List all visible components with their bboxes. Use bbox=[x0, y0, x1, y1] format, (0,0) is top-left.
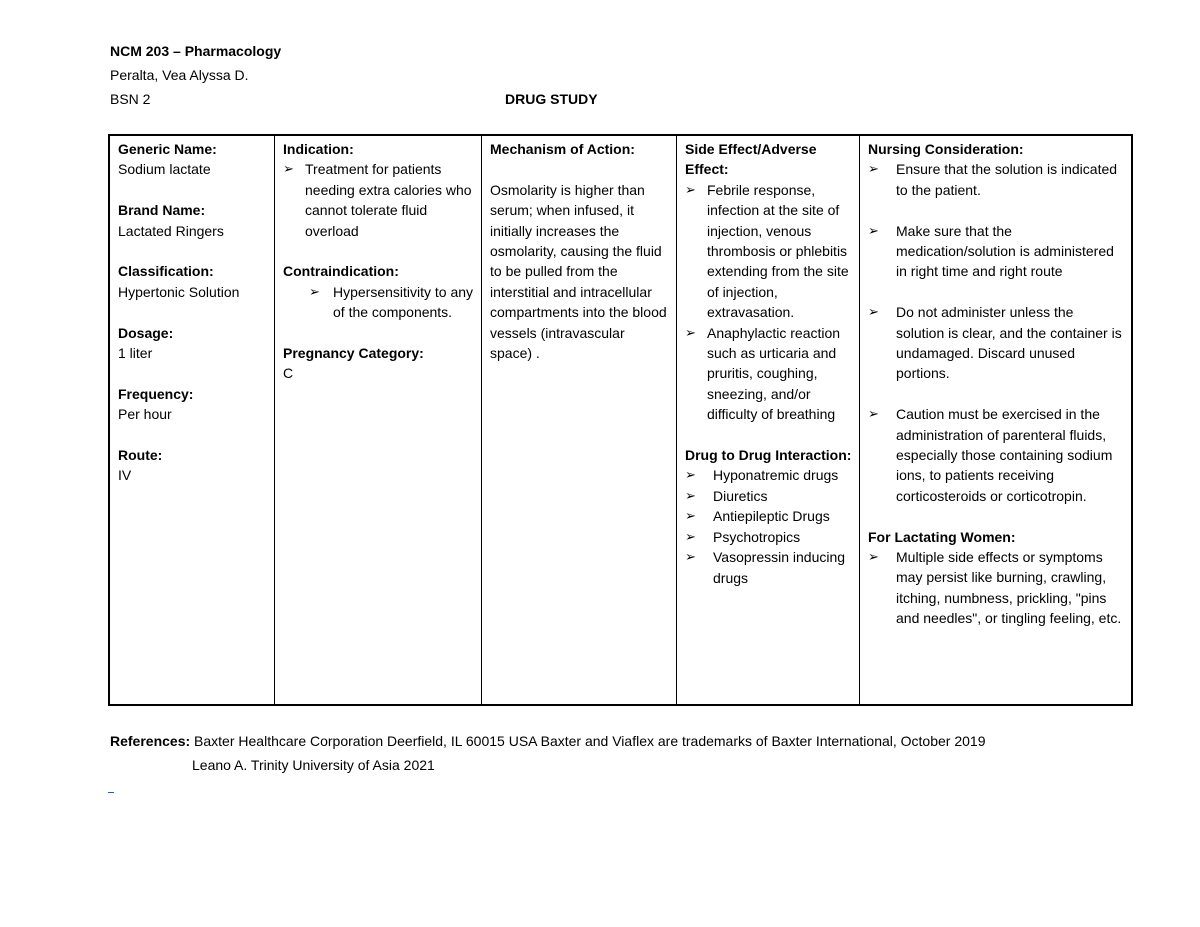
interaction-item: Psychotropics bbox=[713, 528, 801, 545]
contraindication-item: Hypersensitivity to any of the components. bbox=[333, 283, 474, 321]
interaction-item: Vasopressin inducing drugs bbox=[713, 549, 846, 586]
lactating-label: For Lactating Women: bbox=[868, 528, 1016, 545]
nursing-column bbox=[860, 136, 1131, 704]
list-item bbox=[685, 465, 853, 485]
nursing-item: Make sure that the medication/solution is administered in right time and right route bbox=[896, 222, 1114, 280]
references-label: References: bbox=[110, 733, 191, 749]
mechanism-text: Osmolarity is higher than serum; when infused, it initially increases the osmolarity, causing the fluid to be pulled from the interstitial and intracellular compartments into the blood vessels (intravascular space) . bbox=[490, 181, 667, 362]
pregnancy-category-value: C bbox=[283, 365, 294, 382]
list-item bbox=[868, 221, 1125, 282]
references-text: Baxter Healthcare Corporation Deerfield, IL 60015 USA Baxter and Viaflex are trademarks of Baxter International, October 2019 bbox=[190, 733, 986, 749]
lactating-item: Multiple side effects or symptoms may persist like burning, crawling, itching, numbness, prickling, "pins and needles", or tingling feeling, etc. bbox=[896, 549, 1122, 627]
list-item bbox=[283, 282, 475, 323]
list-item bbox=[685, 180, 853, 323]
side-effect-label: Side Effect/Adverse Effect: bbox=[685, 141, 817, 178]
interaction-item: Diuretics bbox=[713, 487, 768, 504]
brand-name-value: Lactated Ringers bbox=[118, 222, 224, 239]
arrow-bullet-icon: ➢ bbox=[868, 304, 879, 320]
frequency-label: Frequency: bbox=[118, 385, 194, 402]
classification-label: Classification: bbox=[118, 263, 214, 280]
section-label: BSN 2 bbox=[110, 91, 151, 107]
interaction-item: Antiepileptic Drugs bbox=[713, 508, 830, 525]
mechanism-column bbox=[482, 136, 677, 704]
drug-study-table bbox=[108, 134, 1133, 706]
list-item bbox=[685, 323, 853, 425]
indication-label: Indication: bbox=[283, 141, 354, 157]
list-item bbox=[868, 159, 1125, 200]
nursing-item: Ensure that the solution is indicated to the patient. bbox=[896, 161, 1118, 198]
course-title: NCM 203 – Pharmacology bbox=[110, 43, 282, 59]
arrow-bullet-icon: ➢ bbox=[685, 508, 696, 524]
side-effect-item: Febrile response, infection at the site of injection, venous thrombosis or phlebitis extending from the site of injection, extravasation. bbox=[707, 181, 849, 321]
drug-interaction-label: Drug to Drug Interaction: bbox=[685, 447, 852, 464]
arrow-bullet-icon: ➢ bbox=[685, 181, 696, 197]
list-item bbox=[868, 302, 1125, 384]
document-title: DRUG STUDY bbox=[505, 91, 598, 107]
list-item bbox=[283, 159, 475, 241]
arrow-bullet-icon: ➢ bbox=[868, 161, 879, 177]
references-line bbox=[110, 732, 985, 750]
side-effect-item: Anaphylactic reaction such as urticaria and pruritis, coughing, sneezing, and/or difficulty of breathing bbox=[707, 324, 841, 423]
arrow-bullet-icon: ➢ bbox=[868, 222, 879, 238]
arrow-bullet-icon: ➢ bbox=[283, 161, 294, 177]
list-item bbox=[685, 486, 853, 506]
generic-name-value: Sodium lactate bbox=[118, 161, 211, 178]
arrow-bullet-icon: ➢ bbox=[685, 528, 696, 544]
arrow-bullet-icon: ➢ bbox=[309, 283, 320, 299]
arrow-bullet-icon: ➢ bbox=[868, 406, 879, 422]
references-second-line: Leano A. Trinity University of Asia 2021 bbox=[192, 757, 435, 773]
arrow-bullet-icon: ➢ bbox=[868, 549, 879, 565]
student-name: Peralta, Vea Alyssa D. bbox=[110, 67, 249, 83]
nursing-item: Do not administer unless the solution is clear, and the container is undamaged. Discard unused portions. bbox=[896, 304, 1122, 382]
arrow-bullet-icon: ➢ bbox=[685, 467, 696, 483]
generic-name-label: Generic Name: bbox=[118, 141, 217, 157]
mechanism-label: Mechanism of Action: bbox=[490, 141, 635, 157]
frequency-value: Per hour bbox=[118, 406, 172, 423]
route-value: IV bbox=[118, 467, 132, 484]
arrow-bullet-icon: ➢ bbox=[685, 549, 696, 565]
text-cursor-marker bbox=[108, 792, 114, 793]
list-item bbox=[685, 527, 853, 547]
brand-name-label: Brand Name: bbox=[118, 202, 206, 219]
nursing-item: Caution must be exercised in the administration of parenteral fluids, especially those containing sodium ions, to patients receiving corticosteroids or corticotropin. bbox=[896, 406, 1113, 504]
interaction-item: Hyponatremic drugs bbox=[713, 467, 839, 484]
arrow-bullet-icon: ➢ bbox=[685, 324, 696, 340]
contraindication-label: Contraindication: bbox=[283, 263, 399, 280]
drug-info-column bbox=[110, 136, 275, 704]
route-label: Route: bbox=[118, 447, 163, 464]
pregnancy-category-label: Pregnancy Category: bbox=[283, 345, 424, 362]
list-item bbox=[685, 547, 853, 588]
list-item bbox=[685, 506, 853, 526]
dosage-label: Dosage: bbox=[118, 324, 174, 341]
nursing-label: Nursing Consideration: bbox=[868, 141, 1024, 157]
classification-value: Hypertonic Solution bbox=[118, 283, 240, 300]
list-item bbox=[868, 547, 1125, 629]
side-effect-column bbox=[677, 136, 860, 704]
indication-item: Treatment for patients needing extra calories who cannot tolerate fluid overload bbox=[305, 161, 472, 239]
arrow-bullet-icon: ➢ bbox=[685, 487, 696, 503]
list-item bbox=[868, 404, 1125, 506]
indication-column bbox=[275, 136, 482, 704]
dosage-value: 1 liter bbox=[118, 345, 153, 362]
